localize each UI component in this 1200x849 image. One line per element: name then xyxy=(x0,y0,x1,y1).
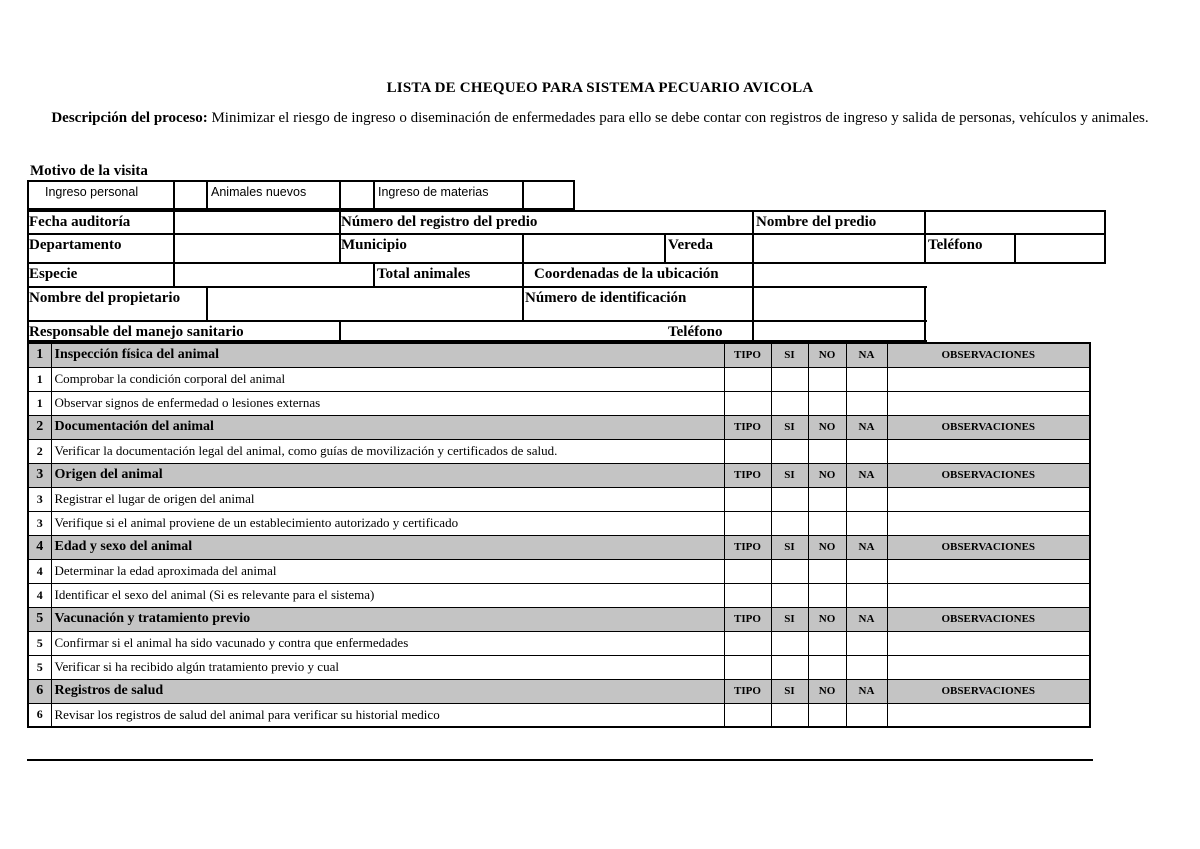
si-cell[interactable] xyxy=(771,583,808,607)
header-tipo: TIPO xyxy=(724,679,771,703)
label-numero-registro: Número del registro del predio xyxy=(341,214,538,230)
option-ingreso-personal: Ingreso personal xyxy=(45,185,139,199)
observaciones-cell[interactable] xyxy=(887,703,1090,727)
table-row xyxy=(28,583,1090,607)
table-bottom-edge xyxy=(27,759,1093,761)
table-row xyxy=(28,559,1090,583)
section-header-row xyxy=(28,343,1090,367)
header-na: NA xyxy=(846,415,887,439)
tipo-cell[interactable] xyxy=(724,487,771,511)
observaciones-cell[interactable] xyxy=(887,439,1090,463)
na-cell[interactable] xyxy=(846,391,887,415)
header-si: SI xyxy=(771,679,808,703)
header-no: NO xyxy=(808,679,846,703)
header-si: SI xyxy=(771,415,808,439)
no-cell[interactable] xyxy=(808,703,846,727)
item-number: 6 xyxy=(28,703,51,727)
table-row xyxy=(28,391,1090,415)
label-fecha-auditoria: Fecha auditoría xyxy=(29,214,131,230)
item-text: Determinar la edad aproximada del animal xyxy=(51,559,724,583)
no-cell[interactable] xyxy=(808,583,846,607)
label-departamento: Departamento xyxy=(29,237,122,253)
item-number: 5 xyxy=(28,655,51,679)
table-row xyxy=(28,655,1090,679)
si-cell[interactable] xyxy=(771,487,808,511)
visit-reason-title: Motivo de la visita xyxy=(30,163,148,179)
na-cell[interactable] xyxy=(846,631,887,655)
section-title: Vacunación y tratamiento previo xyxy=(51,607,724,631)
observaciones-cell[interactable] xyxy=(887,367,1090,391)
header-no: NO xyxy=(808,463,846,487)
no-cell[interactable] xyxy=(808,487,846,511)
header-no: NO xyxy=(808,535,846,559)
section-number: 3 xyxy=(28,463,51,487)
header-observaciones: OBSERVACIONES xyxy=(887,415,1090,439)
table-row xyxy=(28,439,1090,463)
section-header-row xyxy=(28,415,1090,439)
tipo-cell[interactable] xyxy=(724,367,771,391)
section-title: Origen del animal xyxy=(51,463,724,487)
na-cell[interactable] xyxy=(846,511,887,535)
header-observaciones: OBSERVACIONES xyxy=(887,535,1090,559)
header-na: NA xyxy=(846,535,887,559)
tipo-cell[interactable] xyxy=(724,559,771,583)
label-numero-identificacion: Número de identificación xyxy=(525,290,687,306)
section-title: Edad y sexo del animal xyxy=(51,535,724,559)
label-total-animales: Total animales xyxy=(377,266,471,282)
item-number: 1 xyxy=(28,391,51,415)
item-number: 3 xyxy=(28,487,51,511)
label-nombre-propietario: Nombre del propietario xyxy=(29,290,181,306)
observaciones-cell[interactable] xyxy=(887,487,1090,511)
table-row xyxy=(28,487,1090,511)
no-cell[interactable] xyxy=(808,631,846,655)
label-coordenadas: Coordenadas de la ubicación xyxy=(534,266,719,282)
na-cell[interactable] xyxy=(846,439,887,463)
item-text: Verificar la documentación legal del animal, como guías de movilización y certificados de salud. xyxy=(51,439,724,463)
section-title: Registros de salud xyxy=(51,679,724,703)
header-tipo: TIPO xyxy=(724,343,771,367)
header-no: NO xyxy=(808,415,846,439)
na-cell[interactable] xyxy=(846,703,887,727)
section-header-row xyxy=(28,679,1090,703)
no-cell[interactable] xyxy=(808,655,846,679)
checklist-table xyxy=(27,342,1091,728)
header-tipo: TIPO xyxy=(724,415,771,439)
si-cell[interactable] xyxy=(771,655,808,679)
section-number: 4 xyxy=(28,535,51,559)
table-row xyxy=(28,703,1090,727)
header-si: SI xyxy=(771,343,808,367)
na-cell[interactable] xyxy=(846,487,887,511)
section-header-row xyxy=(28,535,1090,559)
section-number: 5 xyxy=(28,607,51,631)
observaciones-cell[interactable] xyxy=(887,511,1090,535)
item-number: 2 xyxy=(28,439,51,463)
table-row xyxy=(28,511,1090,535)
si-cell[interactable] xyxy=(771,367,808,391)
item-text: Observar signos de enfermedad o lesiones externas xyxy=(51,391,724,415)
header-si: SI xyxy=(771,535,808,559)
label-municipio: Municipio xyxy=(341,237,407,253)
item-number: 4 xyxy=(28,559,51,583)
tipo-cell[interactable] xyxy=(724,583,771,607)
header-observaciones: OBSERVACIONES xyxy=(887,679,1090,703)
table-row xyxy=(28,631,1090,655)
si-cell[interactable] xyxy=(771,703,808,727)
label-vereda: Vereda xyxy=(668,237,713,253)
section-header-row xyxy=(28,463,1090,487)
item-number: 5 xyxy=(28,631,51,655)
label-telefono-responsable: Teléfono xyxy=(668,324,723,340)
header-tipo: TIPO xyxy=(724,535,771,559)
header-na: NA xyxy=(846,679,887,703)
item-text: Identificar el sexo del animal (Si es relevante para el sistema) xyxy=(51,583,724,607)
na-cell[interactable] xyxy=(846,559,887,583)
tipo-cell[interactable] xyxy=(724,655,771,679)
header-observaciones: OBSERVACIONES xyxy=(887,343,1090,367)
item-text: Verifique si el animal proviene de un establecimiento autorizado y certificado xyxy=(51,511,724,535)
observaciones-cell[interactable] xyxy=(887,583,1090,607)
item-text: Registrar el lugar de origen del animal xyxy=(51,487,724,511)
si-cell[interactable] xyxy=(771,559,808,583)
no-cell[interactable] xyxy=(808,391,846,415)
page-title: LISTA DE CHEQUEO PARA SISTEMA PECUARIO AVICOLA xyxy=(386,80,814,96)
tipo-cell[interactable] xyxy=(724,439,771,463)
no-cell[interactable] xyxy=(808,367,846,391)
observaciones-cell[interactable] xyxy=(887,631,1090,655)
section-number: 6 xyxy=(28,679,51,703)
table-row xyxy=(28,367,1090,391)
label-telefono: Teléfono xyxy=(928,237,983,253)
item-text: Comprobar la condición corporal del animal xyxy=(51,367,724,391)
item-number: 4 xyxy=(28,583,51,607)
header-no: NO xyxy=(808,343,846,367)
observaciones-cell[interactable] xyxy=(887,391,1090,415)
section-header-row xyxy=(28,607,1090,631)
section-title: Documentación del animal xyxy=(51,415,724,439)
item-text: Verificar si ha recibido algún tratamiento previo y cual xyxy=(51,655,724,679)
na-cell[interactable] xyxy=(846,655,887,679)
section-number: 1 xyxy=(28,343,51,367)
label-especie: Especie xyxy=(29,266,78,282)
observaciones-cell[interactable] xyxy=(887,655,1090,679)
header-na: NA xyxy=(846,343,887,367)
tipo-cell[interactable] xyxy=(724,511,771,535)
section-title: Inspección física del animal xyxy=(51,343,724,367)
header-na: NA xyxy=(846,463,887,487)
item-text: Revisar los registros de salud del animal para verificar su historial medico xyxy=(51,703,724,727)
si-cell[interactable] xyxy=(771,439,808,463)
item-number: 1 xyxy=(28,367,51,391)
tipo-cell[interactable] xyxy=(724,703,771,727)
option-ingreso-materias: Ingreso de materias xyxy=(378,185,489,199)
na-cell[interactable] xyxy=(846,367,887,391)
section-number: 2 xyxy=(28,415,51,439)
header-observaciones: OBSERVACIONES xyxy=(887,463,1090,487)
observaciones-cell[interactable] xyxy=(887,559,1090,583)
item-number: 3 xyxy=(28,511,51,535)
header-tipo: TIPO xyxy=(724,607,771,631)
header-no: NO xyxy=(808,607,846,631)
description-text: Minimizar el riesgo de ingreso o diseminación de enfermedades para ello se debe contar con registros de ingreso y salida de personas, vehículos y animales. xyxy=(207,110,1149,126)
header-si: SI xyxy=(771,463,808,487)
si-cell[interactable] xyxy=(771,511,808,535)
no-cell[interactable] xyxy=(808,511,846,535)
option-animales-nuevos: Animales nuevos xyxy=(211,185,307,199)
header-observaciones: OBSERVACIONES xyxy=(887,607,1090,631)
description-label: Descripción del proceso: xyxy=(51,110,208,126)
na-cell[interactable] xyxy=(846,583,887,607)
no-cell[interactable] xyxy=(808,559,846,583)
header-tipo: TIPO xyxy=(724,463,771,487)
header-si: SI xyxy=(771,607,808,631)
si-cell[interactable] xyxy=(771,631,808,655)
si-cell[interactable] xyxy=(771,391,808,415)
process-description xyxy=(40,108,1160,129)
tipo-cell[interactable] xyxy=(724,631,771,655)
item-text: Confirmar si el animal ha sido vacunado y contra que enfermedades xyxy=(51,631,724,655)
label-responsable: Responsable del manejo sanitario xyxy=(29,324,244,340)
tipo-cell[interactable] xyxy=(724,391,771,415)
header-na: NA xyxy=(846,607,887,631)
no-cell[interactable] xyxy=(808,439,846,463)
label-nombre-predio: Nombre del predio xyxy=(756,214,877,230)
